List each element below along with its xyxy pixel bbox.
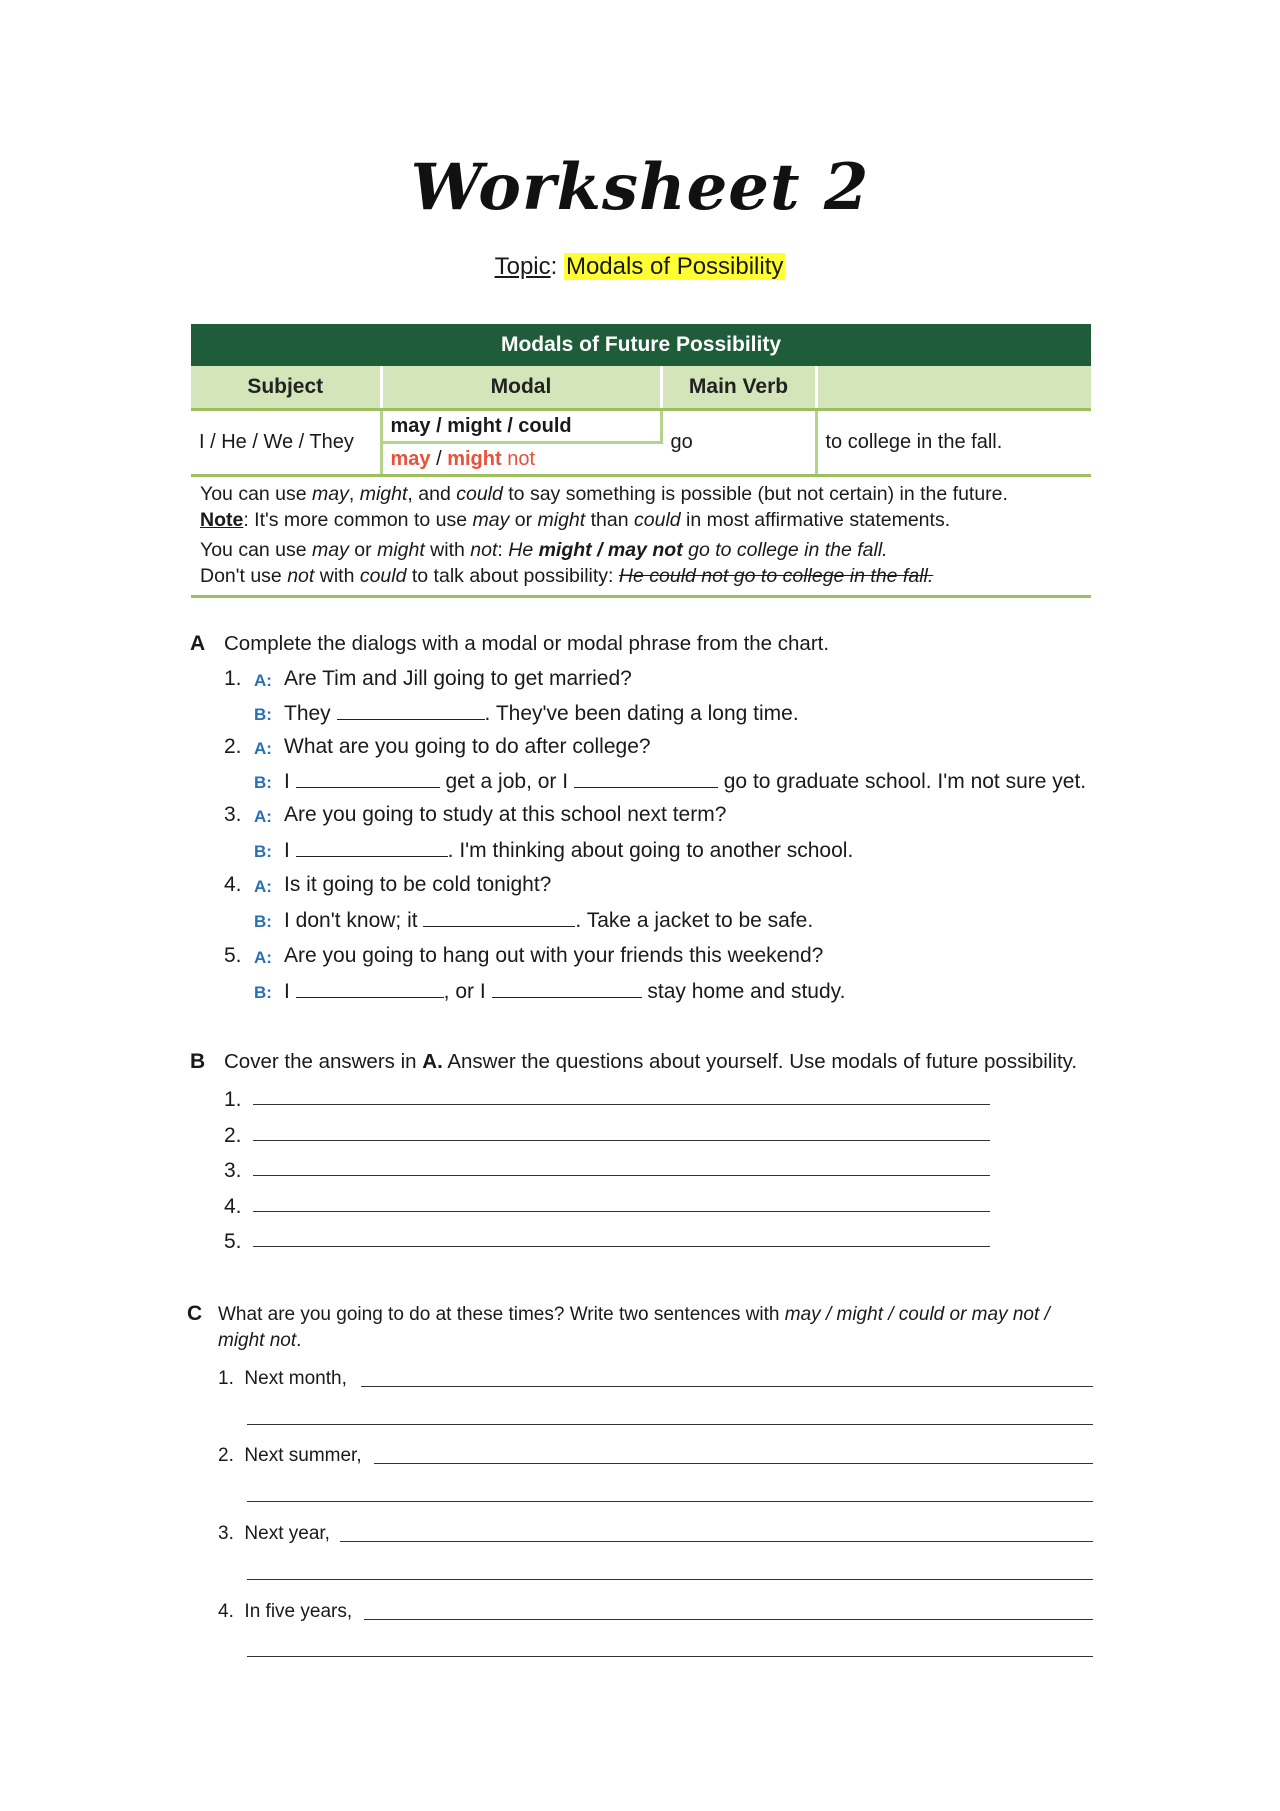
dialog-line-b: I , or I stay home and study. bbox=[284, 980, 846, 1003]
section-a-letter: A bbox=[190, 632, 206, 655]
topic-line: Topic: Modals of Possibility bbox=[494, 253, 784, 280]
item-number: 5. bbox=[224, 944, 242, 967]
dialog-line-b: I . I'm thinking about going to another school. bbox=[284, 839, 854, 862]
answer-number: 2. bbox=[224, 1124, 242, 1147]
header-blank bbox=[816, 366, 1091, 410]
chart-heading: Modals of Future Possibility bbox=[191, 324, 1091, 366]
answer-line[interactable] bbox=[253, 1104, 990, 1105]
speaker-a-label: A: bbox=[254, 739, 272, 758]
prompt-item: 2. Next summer, bbox=[218, 1445, 362, 1466]
header-modal: Modal bbox=[381, 366, 661, 410]
answer-line[interactable] bbox=[361, 1386, 1093, 1387]
item-number: 1. bbox=[224, 667, 242, 690]
cell-modal-affirmative: may / might / could bbox=[381, 410, 661, 443]
speaker-b-label: B: bbox=[254, 842, 272, 861]
chart-header-row bbox=[191, 366, 1091, 410]
answer-line[interactable] bbox=[253, 1140, 990, 1141]
answer-line[interactable] bbox=[247, 1579, 1093, 1580]
dialog-line-a: Is it going to be cold tonight? bbox=[284, 873, 552, 896]
answer-line[interactable] bbox=[253, 1211, 990, 1212]
answer-blank[interactable] bbox=[296, 769, 440, 788]
section-c-letter: C bbox=[187, 1302, 203, 1325]
item-number: 4. bbox=[224, 873, 242, 896]
dialog-line-a: Are Tim and Jill going to get married? bbox=[284, 667, 632, 690]
section-b-instruction: Cover the answers in A. Answer the questions about yourself. Use modals of future possibility. bbox=[224, 1050, 1078, 1073]
speaker-a-label: A: bbox=[254, 807, 272, 826]
dialog-line-a: Are you going to study at this school next term? bbox=[284, 803, 727, 826]
page-title: Worksheet 2 bbox=[410, 150, 870, 225]
speaker-a-label: A: bbox=[254, 877, 272, 896]
cell-subject: I / He / We / They bbox=[191, 410, 381, 475]
note-line-2: Note: It's more common to use may or might than could in most affirmative statements. bbox=[200, 509, 951, 531]
speaker-a-label: A: bbox=[254, 948, 272, 967]
answer-line[interactable] bbox=[364, 1619, 1093, 1620]
answer-blank[interactable] bbox=[423, 908, 575, 927]
cell-rest: to college in the fall. bbox=[825, 431, 1003, 453]
answer-line[interactable] bbox=[253, 1175, 990, 1176]
chart-row bbox=[191, 410, 1091, 443]
dialog-line-b: They . They've been dating a long time. bbox=[284, 702, 799, 725]
answer-number: 5. bbox=[224, 1230, 242, 1253]
answer-blank[interactable] bbox=[296, 979, 444, 998]
speaker-b-label: B: bbox=[254, 983, 272, 1002]
speaker-a-label: A: bbox=[254, 671, 272, 690]
prompt-item: 1. Next month, bbox=[218, 1368, 347, 1389]
chart-notes bbox=[191, 474, 1091, 598]
dialog-line-a: What are you going to do after college? bbox=[284, 735, 651, 758]
cell-main-verb: go bbox=[661, 410, 816, 475]
note-line-3: You can use may or might with not: He might / may not go to college in the fall. bbox=[200, 539, 888, 561]
prompt-item: 4. In five years, bbox=[218, 1601, 353, 1622]
topic-value: Modals of Possibility bbox=[565, 253, 784, 280]
item-number: 3. bbox=[224, 803, 242, 826]
answer-line[interactable] bbox=[247, 1656, 1093, 1657]
dialog-line-a: Are you going to hang out with your friends this weekend? bbox=[284, 944, 824, 967]
answer-number: 1. bbox=[224, 1088, 242, 1111]
answer-blank[interactable] bbox=[337, 701, 485, 720]
answer-line[interactable] bbox=[253, 1246, 990, 1247]
answer-number: 3. bbox=[224, 1159, 242, 1182]
section-a-instruction: Complete the dialogs with a modal or modal phrase from the chart. bbox=[224, 632, 830, 655]
topic-label: Topic bbox=[494, 253, 551, 280]
answer-line[interactable] bbox=[247, 1424, 1093, 1425]
speaker-b-label: B: bbox=[254, 912, 272, 931]
answer-blank[interactable] bbox=[492, 979, 642, 998]
note-line-1: You can use may, might, and could to say something is possible (but not certain) in the future. bbox=[200, 483, 1008, 505]
item-number: 2. bbox=[224, 735, 242, 758]
answer-line[interactable] bbox=[247, 1501, 1093, 1502]
cell-modal-negative: may / might not bbox=[390, 447, 535, 470]
header-main-verb: Main Verb bbox=[661, 366, 816, 410]
note-line-4: Don't use not with could to talk about possibility: He could not go to college in the fall. bbox=[200, 565, 934, 587]
speaker-b-label: B: bbox=[254, 773, 272, 792]
answer-line[interactable] bbox=[340, 1541, 1093, 1542]
speaker-b-label: B: bbox=[254, 705, 272, 724]
chart-table bbox=[191, 366, 1091, 474]
answer-blank[interactable] bbox=[574, 769, 718, 788]
prompt-item: 3. Next year, bbox=[218, 1523, 330, 1544]
answer-blank[interactable] bbox=[296, 838, 448, 857]
answer-number: 4. bbox=[224, 1195, 242, 1218]
section-b-letter: B bbox=[190, 1050, 206, 1073]
dialog-line-b: I don't know; it . Take a jacket to be safe. bbox=[284, 909, 814, 932]
section-c-instruction: What are you going to do at these times? Write two sentences with may / might / could or may not / might not. bbox=[218, 1304, 1050, 1351]
grammar-chart bbox=[191, 324, 1091, 598]
header-subject: Subject bbox=[191, 366, 381, 410]
dialog-line-b: I get a job, or I go to graduate school. I'm not sure yet. bbox=[284, 770, 1087, 793]
answer-line[interactable] bbox=[374, 1463, 1093, 1464]
